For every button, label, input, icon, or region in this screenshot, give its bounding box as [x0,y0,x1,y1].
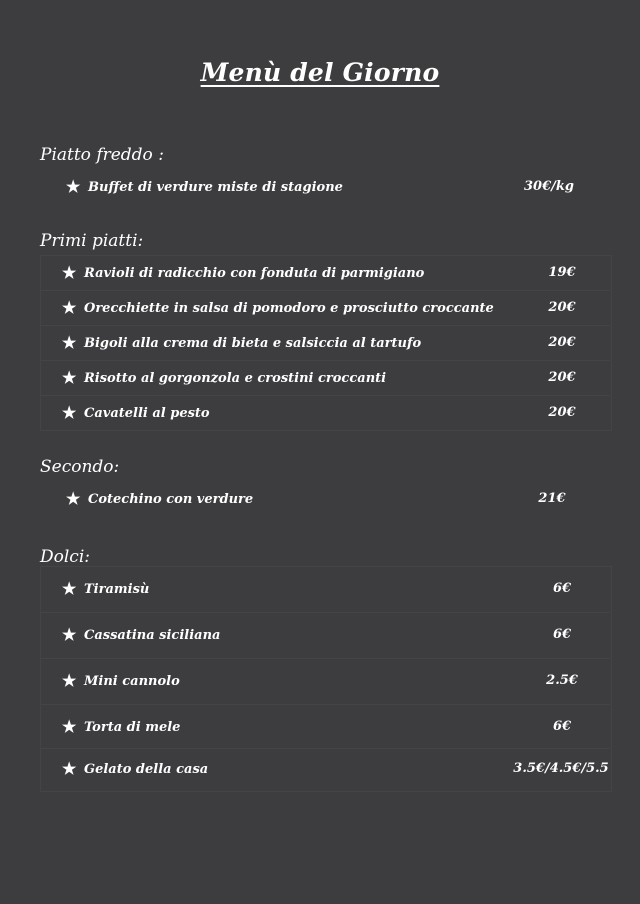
menu-item [62,262,424,284]
menu-item [62,716,180,738]
table-divider [40,395,610,396]
menu-item-name: Risotto al gorgonzola e crostini croccanti [84,370,387,386]
section-title-dolci: Dolci: [40,547,90,567]
star-icon: ★ [62,368,77,387]
table-divider [40,325,610,326]
star-icon: ★ [62,759,77,778]
star-icon: ★ [66,177,81,196]
menu-item [62,758,208,780]
section-title-secondo: Secondo: [40,457,120,477]
menu-item-name: Bigoli alla crema di bieta e salsiccia al tartufo [84,335,422,351]
table-divider [40,290,610,291]
menu-item-name: Torta di mele [84,719,181,735]
menu-item-name: Ravioli di radicchio con fonduta di parmigiano [84,265,425,281]
menu-item-name: Tiramisù [84,581,150,597]
menu-item-price: 30€/kg [524,179,574,194]
menu-item-name: Orecchiette in salsa di pomodoro e prosciutto croccante [84,300,494,316]
menu-item-name: Cassatina siciliana [84,627,221,643]
star-icon: ★ [62,717,77,736]
menu-item [62,670,180,692]
menu-item [66,488,253,510]
star-icon: ★ [62,333,77,352]
star-icon: ★ [62,671,77,690]
table-divider [40,658,610,659]
section-title-primi: Primi piatti: [40,231,144,251]
table-divider [40,612,610,613]
star-icon: ★ [62,625,77,644]
menu-item-price: 2.5€ [546,673,578,688]
menu-item-name: Cavatelli al pesto [84,405,210,421]
table-divider [40,704,610,705]
star-icon: ★ [62,298,77,317]
menu-item-price: 19€ [548,265,576,280]
menu-item-price: 20€ [548,370,576,385]
menu-item-price: 6€ [552,627,572,642]
menu-item-name: Cotechino con verdure [88,491,254,507]
menu-item-name: Buffet di verdure miste di stagione [88,179,343,195]
star-icon: ★ [62,263,77,282]
menu-item-name: Mini cannolo [84,673,180,689]
menu-item-price: 21€ [538,491,566,506]
menu-item-price: 3.5€/4.5€/5.5 [513,761,609,776]
section-title-piatto-freddo: Piatto freddo : [40,145,164,165]
menu-item-price: 20€ [548,405,576,420]
star-icon: ★ [66,489,81,508]
menu-item [62,367,386,389]
menu-item [66,176,343,198]
menu-item [62,578,149,600]
menu-item-name: Gelato della casa [84,761,209,777]
table-divider [40,748,610,749]
menu-item-price: 20€ [548,335,576,350]
menu-item [62,297,494,319]
star-icon: ★ [62,579,77,598]
menu-item-price: 6€ [552,581,572,596]
menu-item-price: 6€ [552,719,572,734]
page-title: Menù del Giorno [200,58,440,87]
menu-item-price: 20€ [548,300,576,315]
menu-item [62,624,220,646]
menu-item [62,402,210,424]
table-divider [40,360,610,361]
star-icon: ★ [62,403,77,422]
menu-item [62,332,421,354]
